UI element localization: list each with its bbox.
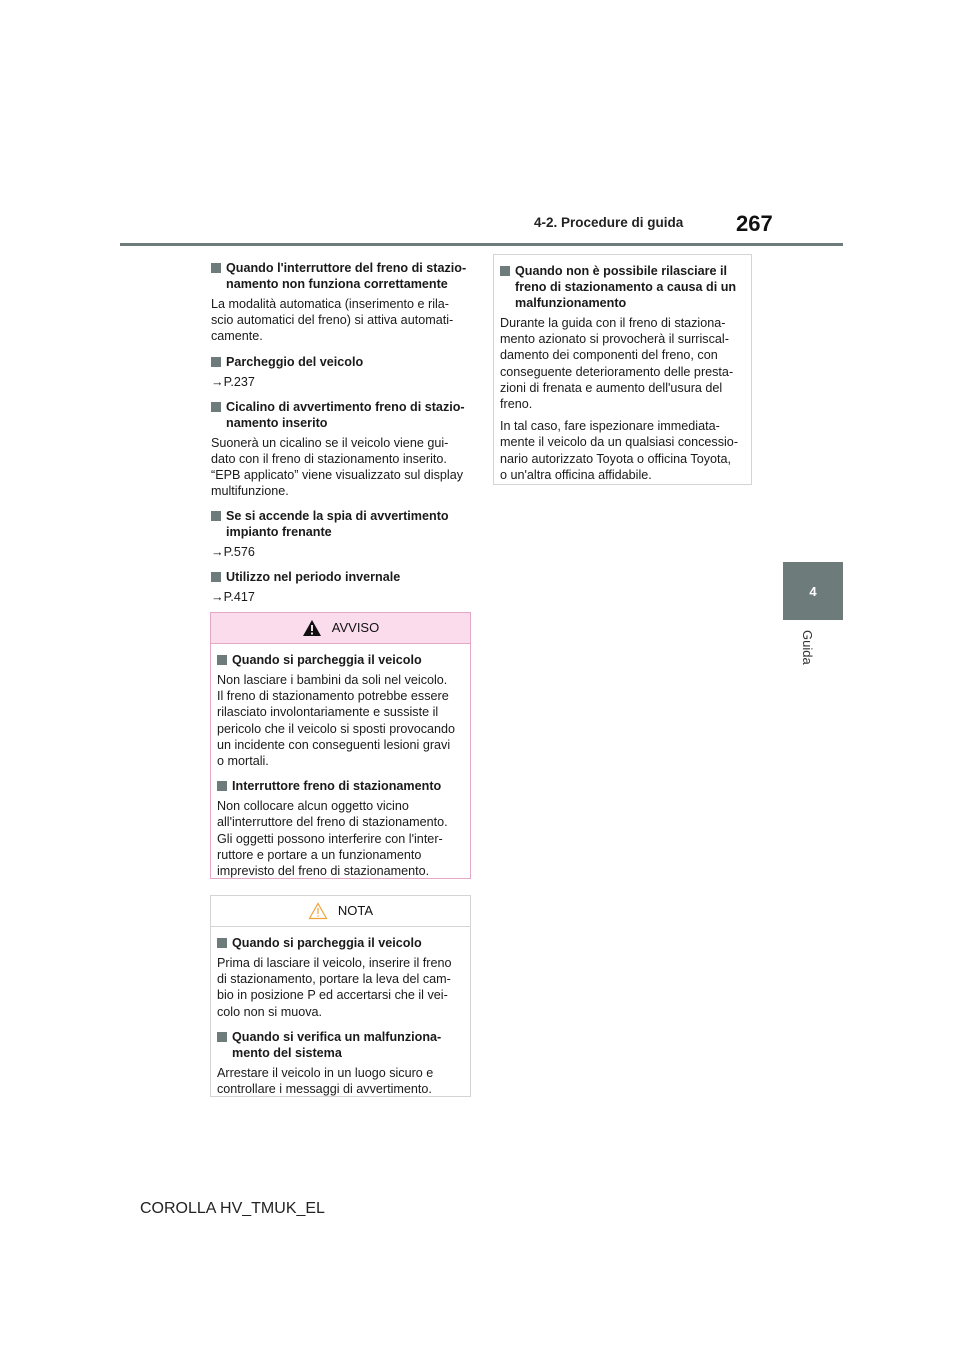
note-item <box>217 1029 465 1097</box>
note-item-body: Arrestare il veicolo in un luogo sicuro e controllare i messaggi di avvertimento. <box>217 1065 434 1097</box>
info-box-heading: Quando non è possibile rilasciare il freno di stazionamento a causa di un malfunzionamento <box>500 263 746 311</box>
section-heading: Se si accende la spia di avvertimento impianto frenante <box>211 508 469 540</box>
header-rule <box>120 243 843 246</box>
warning-item-heading: Quando si parcheggia il veicolo <box>217 652 465 668</box>
note-item-heading: Quando si parcheggia il veicolo <box>217 935 465 951</box>
chapter-number: 4 <box>809 583 817 599</box>
note-box-title: NOTA <box>337 902 374 918</box>
page-reference-link[interactable]: →P.237 <box>211 374 255 389</box>
chapter-label: Guida <box>800 630 815 665</box>
note-item <box>217 935 465 1020</box>
info-box-body <box>494 255 751 487</box>
section-winter-use <box>211 569 469 605</box>
section-heading: Parcheggio del veicolo <box>211 354 469 370</box>
section-heading: Cicalino di avvertimento freno di stazio- namento inserito <box>211 399 469 431</box>
page-reference-link[interactable]: →P.576 <box>211 545 255 560</box>
warning-item <box>217 778 465 879</box>
section-buzzer <box>211 399 469 500</box>
section-parking <box>211 354 469 390</box>
section-body: Suonerà un cicalino se il veicolo viene gui- dato con il freno di stazionamento inserito. “EPB applicato” viene visualizzato sul display multifunzione. <box>211 435 463 499</box>
warning-item-body: Non collocare alcun oggetto vicino all'interruttore del freno di stazionamento. Gli oggetti possono interferire con l'inter- ruttore e portare a un funzionamento imprevisto del freno di stazionamento. <box>217 799 448 879</box>
chapter-tab <box>783 562 843 620</box>
note-item-body: Prima di lasciare il veicolo, inserire il freno di stazionamento, portare la leva del cam- bio in posizione P ed accertarsi che il vei- colo non si muova. <box>217 956 452 1019</box>
warning-box-header <box>211 613 470 644</box>
warning-box <box>210 612 471 879</box>
page-reference-link[interactable]: →P.417 <box>211 590 255 605</box>
warning-box-title: AVVISO <box>331 619 380 635</box>
left-column <box>211 260 469 614</box>
note-box <box>210 895 471 1097</box>
info-paragraph: In tal caso, fare ispezionare immediata- mente il veicolo da un qualsiasi concessio- nario autorizzato Toyota o officina Toyota, o un'altra officina affidabile. <box>500 419 739 482</box>
footer-model-code: COROLLA HV_TMUK_EL <box>140 1200 325 1217</box>
info-paragraph: Durante la guida con il freno di staziona- mento azionato si provocherà il surriscal- damento dei componenti del freno, con conseguente deterioramento delle presta- zioni di frenata e aumento dell'usura del freno. <box>500 316 734 412</box>
section-heading: Utilizzo nel periodo invernale <box>211 569 469 585</box>
section-title: 4-2. Procedure di guida <box>534 215 684 230</box>
warning-item-body: Non lasciare i bambini da soli nel veicolo. Il freno di stazionamento potrebbe essere rilasciato involontariamente e sussiste il pericolo che il veicolo si sposti provocando un incidente con conseguenti lesioni gravi o mortali. <box>217 673 456 769</box>
warning-item-heading: Interruttore freno di stazionamento <box>217 778 465 794</box>
section-heading: Quando l'interruttore del freno di stazio- namento non funziona correttamente <box>211 260 469 292</box>
note-box-header <box>211 896 470 927</box>
warning-item <box>217 652 465 769</box>
section-brake-warning-light <box>211 508 469 560</box>
caution-triangle-outline-icon <box>308 902 328 920</box>
page-number: 267 <box>736 211 773 236</box>
note-item-heading: Quando si verifica un malfunziona- mento del sistema <box>217 1029 465 1061</box>
note-box-body <box>211 927 470 1110</box>
warning-box-body <box>211 644 470 892</box>
info-box-brake-release <box>493 254 752 485</box>
section-brake-switch-fault <box>211 260 469 345</box>
section-body: La modalità automatica (inserimento e rila- scio automatici del freno) si attiva automati- camente. <box>211 297 454 344</box>
warning-triangle-icon <box>302 619 322 637</box>
